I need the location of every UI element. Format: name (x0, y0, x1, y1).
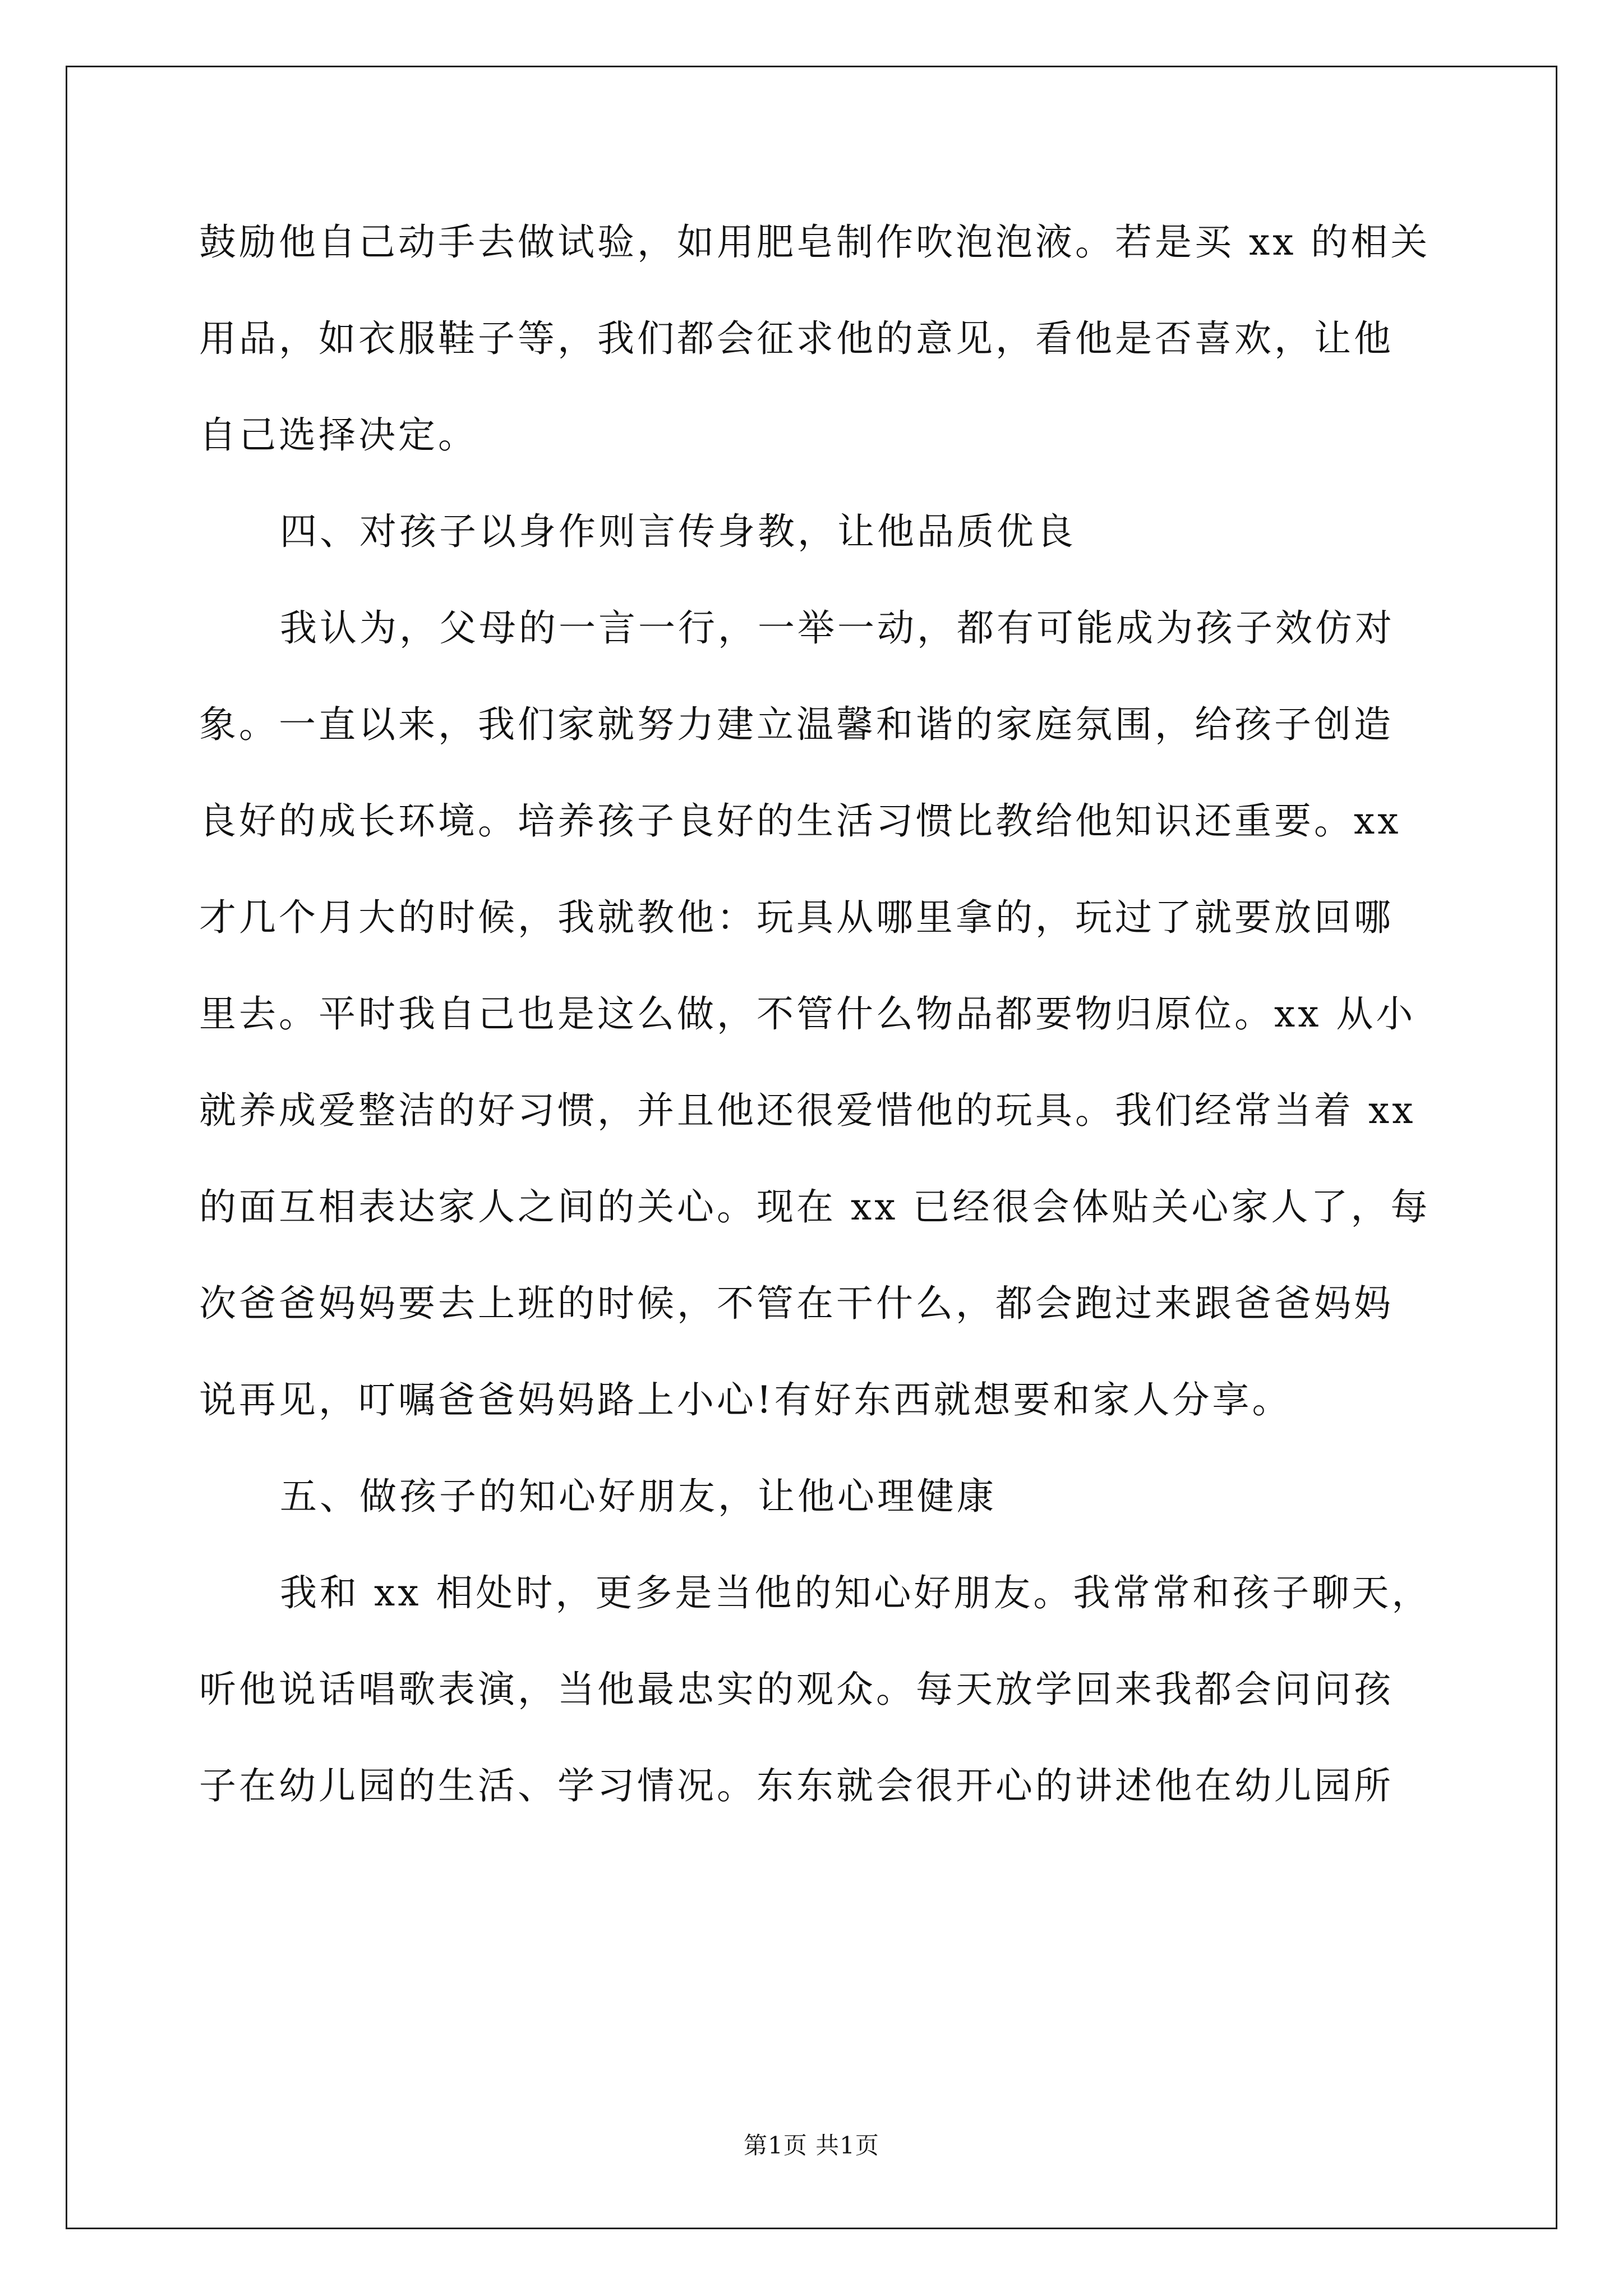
text-line: 才几个月大的时候，我就教他：玩具从哪里拿的，玩过了就要放回哪 (199, 896, 1394, 939)
text-line: 我和 xx 相处时，更多是当他的知心好朋友。我常常和孩子聊天， (280, 1571, 1432, 1614)
page-border (66, 66, 1557, 2229)
text-line: 听他说话唱歌表演，当他最忠实的观众。每天放学回来我都会问问孩 (199, 1668, 1394, 1711)
page-footer: 第1页 共1页 (744, 2132, 879, 2159)
text-line: 子在幼儿园的生活、学习情况。东东就会很开心的讲述他在幼儿园所 (199, 1764, 1394, 1807)
text-line: 说再见，叮嘱爸爸妈妈路上小心!有好东西就想要和家人分享。 (199, 1378, 1292, 1421)
text-line: 的面互相表达家人之间的关心。现在 xx 已经很会体贴关心家人了，每 (199, 1185, 1431, 1228)
section-heading: 五、做孩子的知心好朋友，让他心理健康 (280, 1475, 997, 1518)
text-line: 我认为，父母的一言一行，一举一动，都有可能成为孩子效仿对 (280, 606, 1395, 650)
text-line: 鼓励他自己动手去做试验，如用肥皂制作吹泡泡液。若是买 xx 的相关 (199, 220, 1431, 264)
text-line: 里去。平时我自己也是这么做，不管什么物品都要物归原位。xx 从小 (199, 992, 1416, 1036)
text-line: 良好的成长环境。培养孩子良好的生活习惯比教给他知识还重要。xx (199, 799, 1401, 843)
text-line: 用品，如衣服鞋子等，我们都会征求他的意见，看他是否喜欢，让他 (199, 317, 1394, 360)
text-line: 就养成爱整洁的好习惯，并且他还很爱惜他的玩具。我们经常当着 xx (199, 1089, 1416, 1132)
text-line: 自己选择决定。 (199, 413, 478, 457)
text-line: 次爸爸妈妈要去上班的时候，不管在干什么，都会跑过来跟爸爸妈妈 (199, 1282, 1394, 1325)
text-line: 象。一直以来，我们家就努力建立温馨和谐的家庭氛围，给孩子创造 (199, 703, 1394, 746)
section-heading: 四、对孩子以身作则言传身教，让他品质优良 (280, 510, 1076, 553)
